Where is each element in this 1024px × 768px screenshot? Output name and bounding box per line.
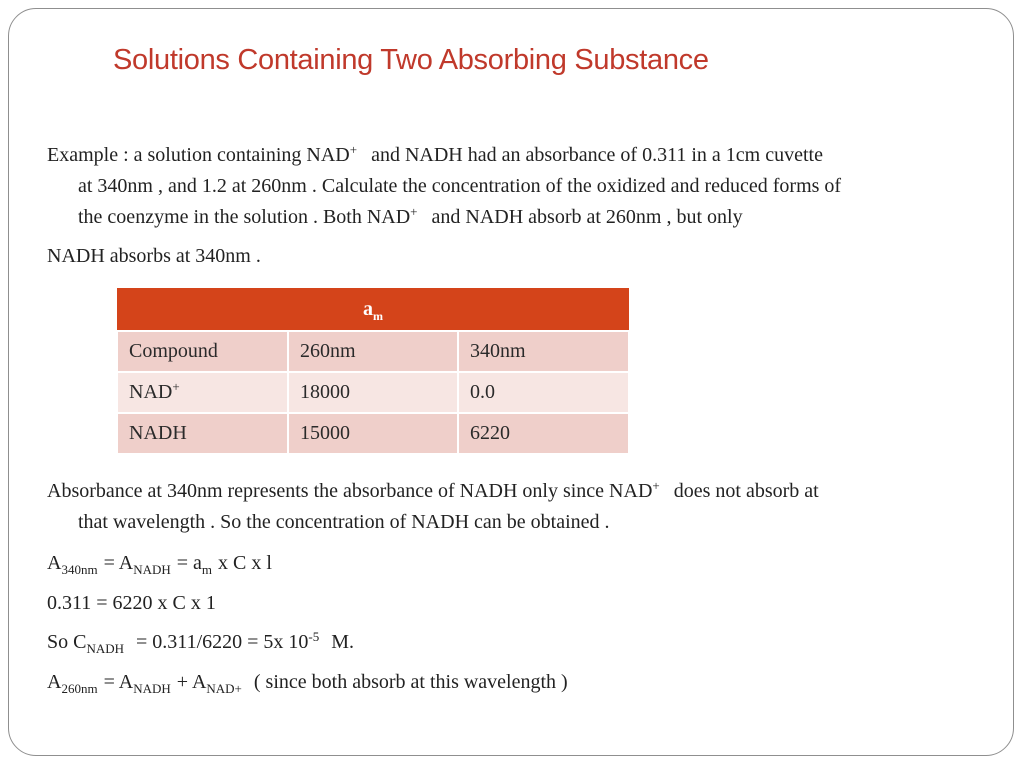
nad-plus-sup: + (349, 142, 358, 157)
table-cell-340nm: 6220 (458, 413, 629, 454)
example-text-3a: the coenzyme in the solution . Both NAD (78, 206, 411, 228)
equation-4: $A_{260nm} = A_{NADH} + A_{NAD+}$ ( since both absorb at this wavelength ) (47, 671, 568, 696)
table-cell-340nm: 0.0 (458, 372, 629, 413)
equation-3: So $C_{NADH} = 0.311/6220 = 5x$ $10^{-5}$ M. (47, 629, 355, 656)
absorptivity-table (116, 288, 630, 455)
table-cell-260nm: 260nm (288, 331, 458, 372)
table-row (117, 331, 629, 372)
equation-1: $A_{340nm} = A_{NADH} = a_m$ x C x l (47, 552, 272, 577)
explanation-text-1a: Absorbance at 340nm represents the absorbance of NADH only since NAD (47, 480, 653, 502)
explanation-line-2: that wavelength . So the concentration of NADH can be obtained . (78, 511, 610, 533)
table-cell-compound: NADH (117, 413, 288, 454)
nad-plus-sup: + (652, 478, 660, 493)
table-header: $a_m$ (117, 288, 629, 331)
example-line-2: at 340nm , and 1.2 at 260nm . Calculate the concentration of the oxidized and reduced forms of (78, 175, 842, 197)
table-cell-260nm: 15000 (288, 413, 458, 454)
table-cell-compound: NAD+ (117, 372, 288, 413)
table-header-row (117, 288, 629, 331)
explanation-text-1b: does not absorb at (673, 480, 819, 502)
example-text-1a: Example : a solution containing NAD (47, 144, 350, 166)
table-cell-260nm: 18000 (288, 372, 458, 413)
table-row (117, 413, 629, 454)
example-line-3 (78, 205, 743, 229)
nad-plus-sup: + (410, 204, 418, 219)
slide-title: Solutions Containing Two Absorbing Substance (113, 44, 709, 76)
explanation-line-1 (47, 479, 819, 503)
equation-2: 0.311 = 6220 x C x 1 (47, 592, 216, 614)
table-row (117, 372, 629, 413)
example-text-3b: and NADH absorb at 260nm , but only (431, 206, 743, 228)
table-cell-compound: Compound (117, 331, 288, 372)
example-text-1b: and NADH had an absorbance of 0.311 in a 1cm cuvette (371, 144, 823, 166)
example-line-4: NADH absorbs at 340nm . (47, 245, 261, 267)
table-cell-340nm: 340nm (458, 331, 629, 372)
example-line-1 (47, 143, 823, 167)
